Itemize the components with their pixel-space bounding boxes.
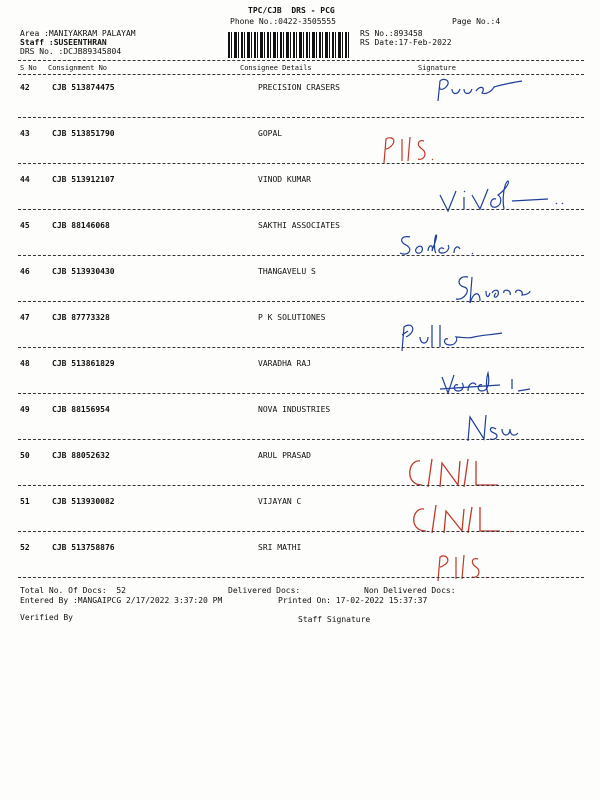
row-consignment: CJB 513851790: [52, 129, 115, 138]
row-consignee: ARUL PRASAD: [258, 451, 311, 460]
table-row: [0, 543, 600, 589]
row-consignee: GOPAL: [258, 129, 283, 138]
row-consignee: VARADHA RAJ: [258, 359, 311, 368]
row-sno: 44: [20, 175, 30, 184]
row-divider: [18, 531, 584, 532]
row-sno: 47: [20, 313, 30, 322]
document-title: TPC/CJB DRS - PCG: [248, 6, 335, 15]
row-divider: [18, 393, 584, 394]
row-consignee: VINOD KUMAR: [258, 175, 311, 184]
row-sno: 50: [20, 451, 30, 460]
table-row: [0, 497, 600, 543]
handwritten-signature: [440, 369, 540, 399]
row-divider: [18, 577, 584, 578]
col-consignment: Consignment No: [48, 64, 108, 72]
row-sno: 46: [20, 267, 30, 276]
table-row: [0, 451, 600, 497]
rs-date: RS Date:17-Feb-2022: [360, 38, 452, 47]
row-divider: [18, 117, 584, 118]
col-signature: Signature: [418, 64, 456, 72]
area: Area :MANIYAKRAM PALAYAM: [20, 29, 136, 38]
row-consignment: CJB 87773328: [52, 313, 110, 322]
table-row: [0, 405, 600, 451]
page-number: Page No.:4: [452, 17, 501, 26]
handwritten-signature: [396, 231, 486, 261]
drs-number: DRS No. :DCJB89345804: [20, 47, 122, 56]
handwritten-signature: [430, 75, 530, 105]
row-divider: [18, 163, 584, 164]
row-consignee: VIJAYAN C: [258, 497, 302, 506]
row-sno: 51: [20, 497, 30, 506]
table-row: [0, 221, 600, 267]
row-consignment: CJB 513912107: [52, 175, 115, 184]
row-divider: [18, 347, 584, 348]
row-consignee: P K SOLUTIONES: [258, 313, 326, 322]
staff: Staff :SUSEENTHRAN: [20, 38, 107, 47]
row-divider: [18, 255, 584, 256]
row-consignee: SAKTHI ASSOCIATES: [258, 221, 340, 230]
row-consignment: CJB 513861829: [52, 359, 115, 368]
handwritten-signature: [380, 133, 440, 165]
row-sno: 49: [20, 405, 30, 414]
row-sno: 43: [20, 129, 30, 138]
row-divider: [18, 485, 584, 486]
row-divider: [18, 209, 584, 210]
table-row: [0, 313, 600, 359]
barcode: [228, 32, 350, 58]
col-consignee: Consignee Details: [240, 64, 312, 72]
row-sno: 48: [20, 359, 30, 368]
non-delivered-docs: Non Delivered Docs:: [364, 586, 456, 595]
entered-by: Entered By :MANGAIPCG 2/17/2022 3:37:20 PM: [20, 596, 223, 605]
table-row: [0, 175, 600, 221]
verified-by: Verified By: [20, 613, 73, 622]
row-sno: 52: [20, 543, 30, 552]
row-consignment: CJB 513874475: [52, 83, 115, 92]
delivered-docs: Delivered Docs:: [228, 586, 301, 595]
staff-signature-label: Staff Signature: [298, 615, 371, 624]
row-consignment: CJB 513930082: [52, 497, 115, 506]
rs-number: RS No.:893458: [360, 29, 423, 38]
row-consignee: SRI MATHI: [258, 543, 302, 552]
row-sno: 42: [20, 83, 30, 92]
row-consignee: PRECISION CRASERS: [258, 83, 340, 92]
table-row: [0, 129, 600, 175]
total-docs: Total No. Of Docs: 52: [20, 586, 126, 595]
printed-on: Printed On: 17-02-2022 15:37:37: [278, 596, 428, 605]
phone-number: Phone No.:0422-3505555: [230, 17, 336, 26]
row-consignment: CJB 88052632: [52, 451, 110, 460]
row-consignee: NOVA INDUSTRIES: [258, 405, 331, 414]
row-divider: [18, 439, 584, 440]
row-consignment: CJB 88146068: [52, 221, 110, 230]
col-sno: S No: [20, 64, 37, 72]
divider: [18, 60, 584, 61]
row-consignee: THANGAVELU S: [258, 267, 316, 276]
handwritten-signature: [434, 553, 494, 583]
table-row: [0, 267, 600, 313]
row-sno: 45: [20, 221, 30, 230]
table-row: [0, 83, 600, 129]
row-consignment: CJB 513758876: [52, 543, 115, 552]
table-row: [0, 359, 600, 405]
row-divider: [18, 301, 584, 302]
row-consignment: CJB 513930430: [52, 267, 115, 276]
row-consignment: CJB 88156954: [52, 405, 110, 414]
handwritten-signature: [398, 321, 508, 353]
